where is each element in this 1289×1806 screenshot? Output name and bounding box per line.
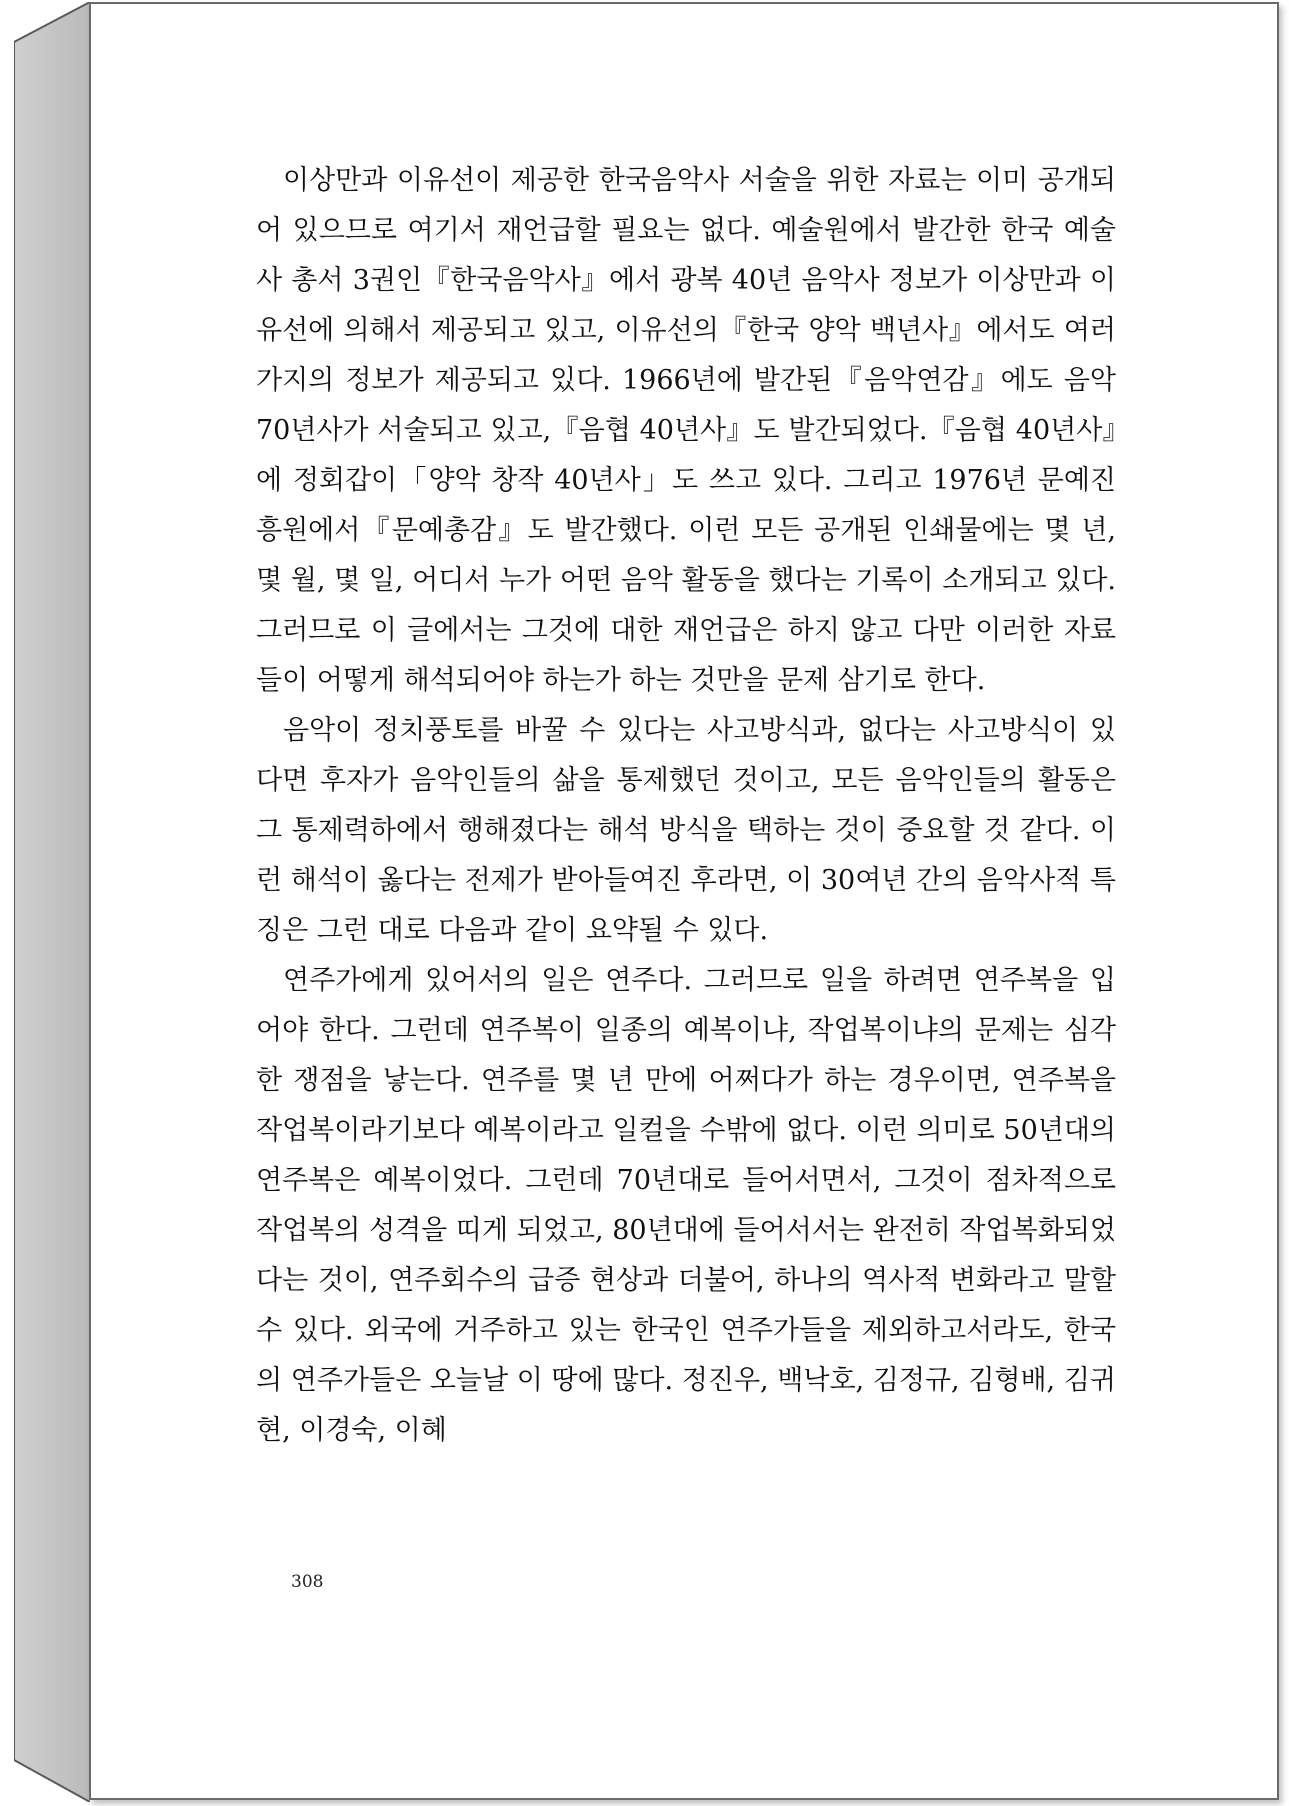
paragraph-3: 연주가에게 있어서의 일은 연주다. 그러므로 일을 하려면 연주복을 입어야 한다. 그런데 연주복이 일종의 예복이냐, 작업복이냐의 문제는 심각한 쟁점을 낳는다. 연주를 몇 년 만에 어쩌다가 하는 경우이면, 연주복을 작업복이라기보다 예복이라고 일컬을 수밖에 없다. 이런 의미로 50년대의 연주복은 예복이었다. 그런데 70년대로 들어서면서, 그것이 점차적으로 작업복의 성격을 띠게 되었고, 80년대에 들어서서는 완전히 작업복화되었다는 것이, 연주회수의 급증 현상과 더불어, 하나의 역사적 변화라고 말할 수 있다. 외국에 거주하고 있는 한국인 연주가들을 제외하고서라도, 한국의 연주가들은 오늘날 이 땅에 많다. 정진우, 백낙호, 김정규, 김형배, 김귀현, 이경숙, 이혜 [256, 965, 1116, 1446]
book-spine [14, 2, 90, 1802]
paragraph-2: 음악이 정치풍토를 바꿀 수 있다는 사고방식과, 없다는 사고방식이 있다면 후자가 음악인들의 삶을 통제했던 것이고, 모든 음악인들의 활동은 그 통제력하에서 행해졌다는 해석 방식을 택하는 것이 중요할 것 같다. 이런 해석이 옳다는 전제가 받아들여진 후라면, 이 30여년 간의 음악사적 특징은 그런 대로 다음과 같이 요약될 수 있다. [256, 715, 1116, 946]
paragraph-1: 이상만과 이유선이 제공한 한국음악사 서술을 위한 자료는 이미 공개되어 있으므로 여기서 재언급할 필요는 없다. 예술원에서 발간한 한국 예술사 총서 3권인『한국음악사』에서 광복 40년 음악사 정보가 이상만과 이유선에 의해서 제공되고 있고, 이유선의『한국 양악 백년사』에서도 여러가지의 정보가 제공되고 있다. 1966년에 발간된『음악연감』에도 음악 70년사가 서술되고 있고,『음협 40년사』도 발간되었다.『음협 40년사』에 정회갑이「양악 창작 40년사」도 쓰고 있다. 그리고 1976년 문예진흥원에서『문예총감』도 발간했다. 이런 모든 공개된 인쇄물에는 몇 년, 몇 월, 몇 일, 어디서 누가 어떤 음악 활동을 했다는 기록이 소개되고 있다. 그러므로 이 글에서는 그것에 대한 재언급은 하지 않고 다만 이러한 자료들이 어떻게 해석되어야 하는가 하는 것만을 문제 삼기로 한다. [256, 165, 1116, 696]
body-text [256, 156, 1116, 1456]
page-number: 308 [291, 1572, 324, 1592]
book-page [89, 2, 1279, 1800]
